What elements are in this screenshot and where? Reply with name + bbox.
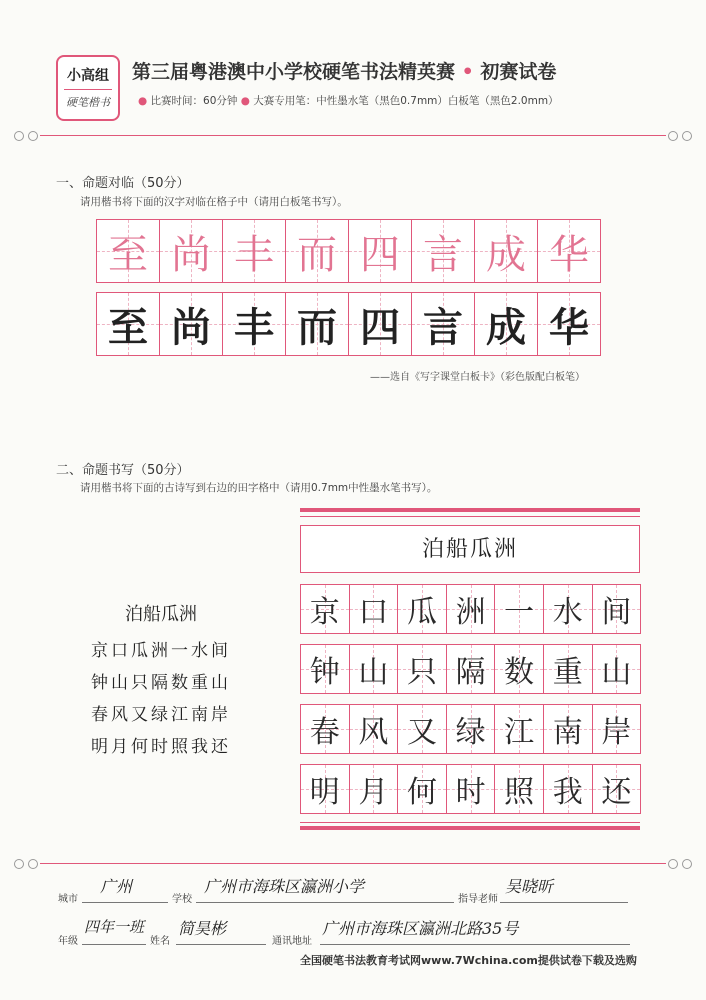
- poem-line: 明月何时照我还: [91, 737, 231, 757]
- pen-requirement: 大赛专用笔：中性墨水笔（黑色0.7mm）白板笔（黑色2.0mm）: [253, 95, 559, 107]
- title-tail: 初赛试卷: [480, 61, 557, 83]
- name-field[interactable]: 简昊彬: [178, 919, 227, 938]
- grid-char: 水: [552, 594, 583, 630]
- grid-char: 华: [549, 231, 589, 278]
- grid-char: 四: [360, 231, 400, 278]
- section2-instruction: 请用楷书将下面的古诗写到右边的田字格中（请用0.7mm中性墨水笔书写）。: [80, 482, 438, 494]
- grid-cell: [474, 219, 538, 283]
- school-label: 学校: [172, 894, 192, 905]
- grid-char: 丰: [234, 231, 274, 278]
- grid-char: 我: [552, 774, 583, 810]
- grid-char: 丰: [234, 303, 274, 351]
- grid-char: 何: [406, 774, 437, 810]
- bullet-icon: ●: [138, 95, 148, 107]
- exam-time: 比赛时间：60分钟: [150, 95, 238, 107]
- written-title-box: [300, 525, 640, 573]
- grid-cell: [300, 584, 350, 634]
- bullet-icon: ●: [240, 95, 250, 107]
- ornament-icon: [28, 859, 38, 869]
- grid-char: 成: [486, 303, 526, 351]
- grid-char: 隔: [455, 654, 486, 690]
- teacher-field[interactable]: 吴晓昕: [505, 877, 554, 896]
- grid-cell: [222, 292, 286, 356]
- grid-cell: [348, 219, 412, 283]
- ornament-icon: [28, 131, 38, 141]
- grid-cell: [348, 292, 412, 356]
- grid-cell: [592, 764, 642, 814]
- badge-top-text: 小高组: [67, 68, 109, 84]
- grid-cell: [543, 584, 593, 634]
- grid-cell: [411, 219, 475, 283]
- grid-cell: [285, 219, 349, 283]
- grid-char: 间: [601, 594, 632, 630]
- grid-cell: [397, 644, 447, 694]
- separator-line: [40, 863, 666, 864]
- grid-cell: [397, 764, 447, 814]
- grid-char: 岸: [601, 714, 632, 750]
- grid-char: 尚: [171, 303, 211, 351]
- grid-char: 洲: [455, 594, 486, 630]
- grid-char: 照: [504, 774, 535, 810]
- grid-char: 还: [601, 774, 632, 810]
- teacher-label: 指导老师: [458, 894, 498, 905]
- grid-cell: [543, 644, 593, 694]
- address-field[interactable]: 广州市海珠区瀛洲北路35号: [322, 919, 519, 938]
- grid-cell: [397, 704, 447, 754]
- poem-grid-row: [300, 704, 641, 754]
- ornament-icon: [14, 131, 24, 141]
- writing-bottom-bar: [300, 826, 640, 830]
- grid-cell: [592, 584, 642, 634]
- grid-char: 风: [358, 714, 389, 750]
- grid-char: 成: [486, 231, 526, 278]
- poem-grid-row: [300, 644, 641, 694]
- title-main: 第三届粤港澳中小学校硬笔书法精英赛: [132, 61, 456, 83]
- grid-cell: [592, 644, 642, 694]
- grid-char: 一: [504, 594, 535, 630]
- grid-cell: [349, 704, 399, 754]
- writing-top-bar: [300, 508, 640, 512]
- grid-cell: [494, 764, 544, 814]
- poem-line: 春风又绿江南岸: [91, 705, 231, 725]
- city-underline: [82, 902, 168, 903]
- grid-char: 月: [358, 774, 389, 810]
- grid-cell: [397, 584, 447, 634]
- header-separator: [14, 131, 692, 141]
- grid-cell: [96, 219, 160, 283]
- grid-char: 春: [309, 714, 340, 750]
- grid-cell: [159, 219, 223, 283]
- grid-cell: [494, 584, 544, 634]
- city-label: 城市: [58, 894, 78, 905]
- copy-char-grid: [96, 292, 601, 356]
- grid-char: 江: [504, 714, 535, 750]
- grid-char: 而: [297, 303, 337, 351]
- ornament-icon: [668, 859, 678, 869]
- written-poem-title: 泊船瓜洲: [421, 537, 518, 562]
- grid-cell: [300, 644, 350, 694]
- grid-char: 四: [360, 303, 400, 351]
- grid-cell: [537, 219, 601, 283]
- grid-cell: [300, 764, 350, 814]
- grid-char: 瓜: [406, 594, 437, 630]
- grid-cell: [349, 584, 399, 634]
- grid-cell: [222, 219, 286, 283]
- model-char-grid: [96, 219, 601, 283]
- grid-cell: [494, 644, 544, 694]
- grid-cell: [411, 292, 475, 356]
- grid-char: 数: [504, 654, 535, 690]
- grid-cell: [494, 704, 544, 754]
- poem-grid-row: [300, 764, 641, 814]
- grid-cell: [543, 704, 593, 754]
- grid-char: 尚: [171, 231, 211, 278]
- poem-line: 钟山只隔数重山: [91, 673, 231, 693]
- grid-cell: [300, 704, 350, 754]
- grid-cell: [446, 584, 496, 634]
- writing-top-line: [300, 516, 640, 517]
- grade-label: 年级: [58, 936, 78, 947]
- grid-cell: [349, 764, 399, 814]
- grid-cell: [543, 764, 593, 814]
- grid-char: 至: [108, 231, 148, 278]
- grid-char: 山: [358, 654, 389, 690]
- grid-cell: [474, 292, 538, 356]
- page-title: [132, 57, 556, 84]
- footer-separator: [14, 859, 692, 869]
- name-label: 姓名: [150, 936, 170, 947]
- division-badge: [56, 55, 120, 121]
- badge-bottom-text: 硬笔楷书: [66, 96, 110, 109]
- writing-bottom-line: [300, 822, 640, 823]
- ornament-icon: [668, 131, 678, 141]
- grid-char: 明: [309, 774, 340, 810]
- poem-grid-row: [300, 584, 641, 634]
- address-label: 通讯地址: [272, 936, 312, 947]
- ornament-icon: [682, 131, 692, 141]
- poem-title: 泊船瓜洲: [125, 604, 197, 625]
- grid-char: 至: [108, 303, 148, 351]
- badge-divider: [64, 89, 112, 90]
- poem-line: 京口瓜洲一水间: [91, 641, 231, 661]
- grid-char: 又: [406, 714, 437, 750]
- grade-underline: [82, 944, 146, 945]
- school-underline: [196, 902, 454, 903]
- grid-cell: [446, 704, 496, 754]
- grid-cell: [285, 292, 349, 356]
- address-underline: [320, 944, 630, 945]
- title-dot: •: [461, 61, 474, 83]
- grid-char: 京: [309, 594, 340, 630]
- subtitle-line: [138, 93, 559, 108]
- grid-char: 只: [406, 654, 437, 690]
- section1-title: 一、命题对临（50分）: [56, 176, 190, 191]
- grid-cell: [592, 704, 642, 754]
- grid-char: 而: [297, 231, 337, 278]
- city-field[interactable]: 广州: [100, 877, 133, 896]
- grid-char: 绿: [455, 714, 486, 750]
- grid-char: 时: [455, 774, 486, 810]
- school-field[interactable]: 广州市海珠区瀛洲小学: [204, 877, 365, 896]
- grid-char: 南: [552, 714, 583, 750]
- grid-char: 华: [549, 303, 589, 351]
- grid-char: 钟: [309, 654, 340, 690]
- grid-cell: [537, 292, 601, 356]
- separator-line: [40, 135, 666, 136]
- grid-char: 言: [423, 303, 463, 351]
- grid-char: 口: [358, 594, 389, 630]
- name-underline: [176, 944, 266, 945]
- grid-cell: [446, 644, 496, 694]
- source-credit: ——选自《写字课堂白板卡》（彩色版配白板笔）: [370, 372, 585, 383]
- grid-cell: [96, 292, 160, 356]
- grid-char: 重: [552, 654, 583, 690]
- grid-cell: [349, 644, 399, 694]
- grade-field[interactable]: 四年一班: [84, 918, 145, 936]
- teacher-underline: [500, 902, 628, 903]
- grid-cell: [446, 764, 496, 814]
- ornament-icon: [14, 859, 24, 869]
- ornament-icon: [682, 859, 692, 869]
- section2-title: 二、命题书写（50分）: [56, 463, 190, 478]
- section1-instruction: 请用楷书将下面的汉字对临在格子中（请用白板笔书写）。: [80, 196, 348, 208]
- grid-char: 言: [423, 231, 463, 278]
- grid-cell: [159, 292, 223, 356]
- grid-char: 山: [601, 654, 632, 690]
- footer-text: 全国硬笔书法教育考试网www.7Wchina.com提供试卷下载及选购: [300, 954, 637, 967]
